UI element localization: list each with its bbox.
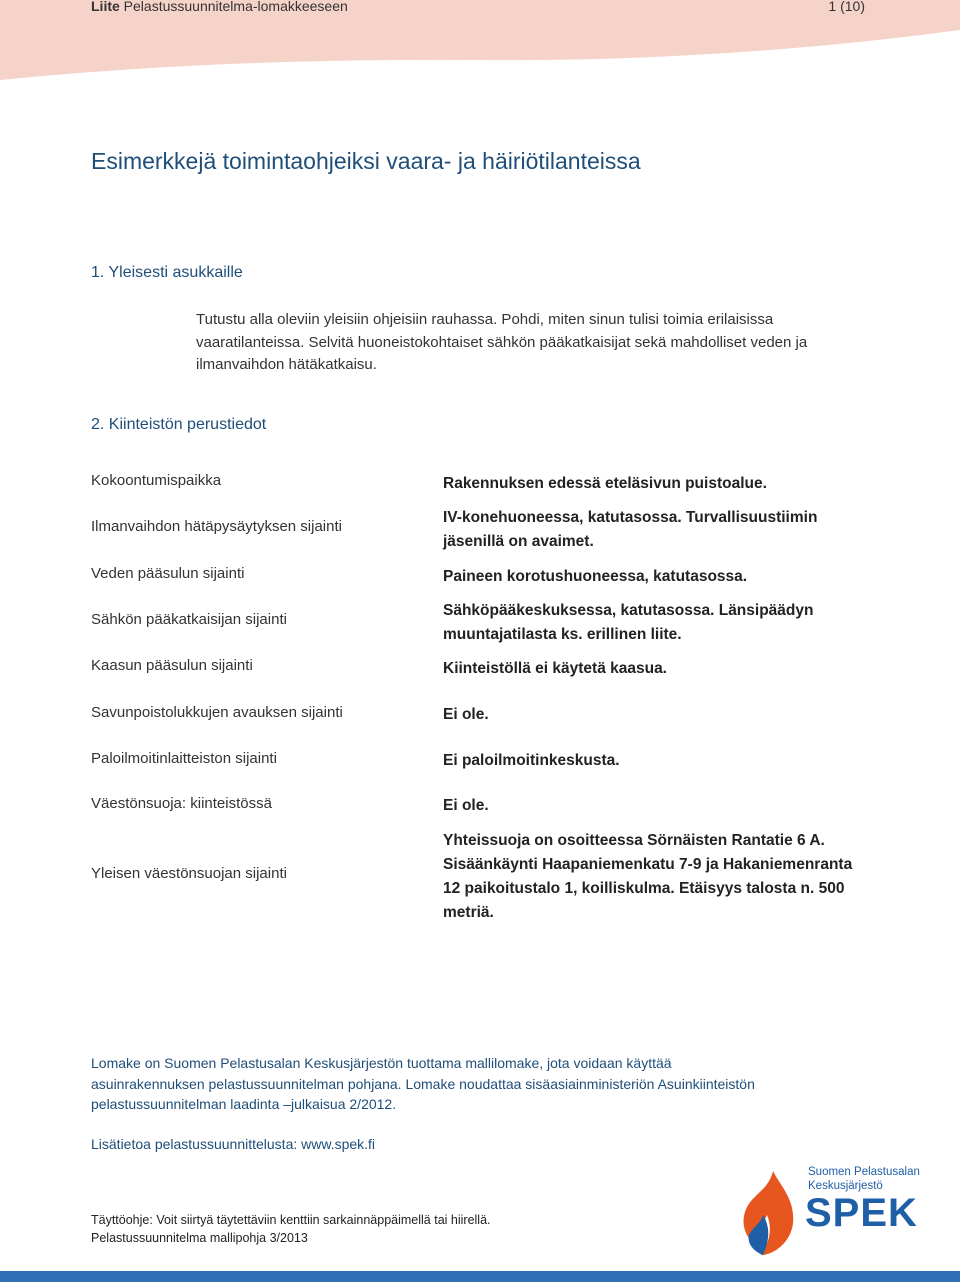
section2-heading: 2. Kiinteistön perustiedot	[91, 416, 267, 433]
field-assembly-point[interactable]: Rakennuksen edessä eteläsivun puistoalue.	[443, 475, 767, 492]
field-fire-alarm-system[interactable]: Ei paloilmoitinkeskusta.	[443, 752, 620, 769]
bottom-notes	[91, 1211, 491, 1247]
field-water-main-valve[interactable]: Paineen korotushuoneessa, katutasossa.	[443, 568, 748, 585]
fill-instructions: Täyttöohje: Voit siirtyä täytettäviin kenttiin sarkainnäppäimellä tai hiirellä.	[91, 1213, 491, 1227]
document-title: Esimerkkejä toimintaohjeiksi vaara- ja häiriötilanteissa	[91, 148, 641, 174]
header-title-rest: Pelastussuunnitelma-lomakkeeseen	[123, 0, 348, 14]
label-public-shelter-location: Yleisen väestönsuojan sijainti	[91, 865, 287, 882]
logo-org-line2: Keskusjärjestö	[808, 1180, 883, 1192]
field-electric-main-switch[interactable]: Sähköpääkeskuksessa, katutasossa. Länsipäädyn muuntajatilasta ks. erillinen liite.	[443, 602, 814, 643]
label-gas-main-valve: Kaasun pääsulun sijainti	[91, 657, 253, 674]
logo-org-name	[808, 1165, 920, 1193]
header-band	[0, 0, 960, 80]
label-assembly-point: Kokoontumispaikka	[91, 472, 222, 489]
more-info-link[interactable]: Lisätietoa pelastussuunnittelusta: www.spek.fi	[91, 1136, 376, 1152]
label-shelter-in-property: Väestönsuoja: kiinteistössä	[91, 795, 272, 812]
label-water-main-valve: Veden pääsulun sijainti	[91, 565, 245, 582]
header-title-bold: Liite	[91, 0, 120, 14]
field-smoke-vent-opening[interactable]: Ei ole.	[443, 706, 489, 723]
section1-intro: Tutustu alla oleviin yleisiin ohjeisiin rauhassa. Pohdi, miten sinun tulisi toimia erilaisissa vaaratilanteissa. Selvitä huoneistokohtaiset sähkön pääkatkaisijat sekä mahdolliset veden ja ilmanvaihdon hätäkatkaisu.	[196, 311, 808, 373]
label-smoke-vent-opening: Savunpoistolukkujen avauksen sijainti	[91, 704, 343, 721]
section1-heading: 1. Yleisesti asukkaille	[91, 264, 243, 281]
bottom-bar	[0, 1271, 960, 1282]
header-title	[91, 0, 348, 14]
label-fire-alarm-system: Paloilmoitinlaitteiston sijainti	[91, 750, 277, 767]
footer-note: Lomake on Suomen Pelastusalan Keskusjärjestön tuottama mallilomake, jota voidaan käyttää asuinrakennuksen pelastussuunnitelman pohjana. Lomake noudattaa sisäasiainministeriön Asuinkiinteistön pelastussuunnitelman laadinta –julkaisua 2/2012.	[91, 1055, 755, 1112]
template-id: Pelastussuunnitelma mallipohja 3/2013	[91, 1231, 308, 1245]
logo-org-line1: Suomen Pelastusalan	[808, 1166, 920, 1178]
label-electric-main-switch: Sähkön pääkatkaisijan sijainti	[91, 611, 287, 628]
spek-logo	[733, 1165, 923, 1265]
field-public-shelter-location[interactable]: Yhteissuoja on osoitteessa Sörnäisten Rantatie 6 A. Sisäänkäynti Haapaniemenkatu 7-9 ja Hakaniemenranta 12 paikoitustalo 1, koilliskulma. Etäisyys talosta n. 500 metriä.	[443, 832, 853, 921]
label-ventilation-stop: Ilmanvaihdon hätäpysäytyksen sijainti	[91, 518, 342, 535]
field-shelter-in-property[interactable]: Ei ole.	[443, 797, 489, 814]
logo-wordmark: SPEK	[805, 1191, 918, 1235]
field-gas-main-valve[interactable]: Kiinteistöllä ei käytetä kaasua.	[443, 660, 667, 677]
page-number: 1 (10)	[828, 0, 865, 14]
field-ventilation-stop[interactable]: IV-konehuoneessa, katutasossa. Turvallisuustiimin jäsenillä on avaimet.	[443, 509, 818, 550]
flame-icon	[733, 1165, 803, 1257]
